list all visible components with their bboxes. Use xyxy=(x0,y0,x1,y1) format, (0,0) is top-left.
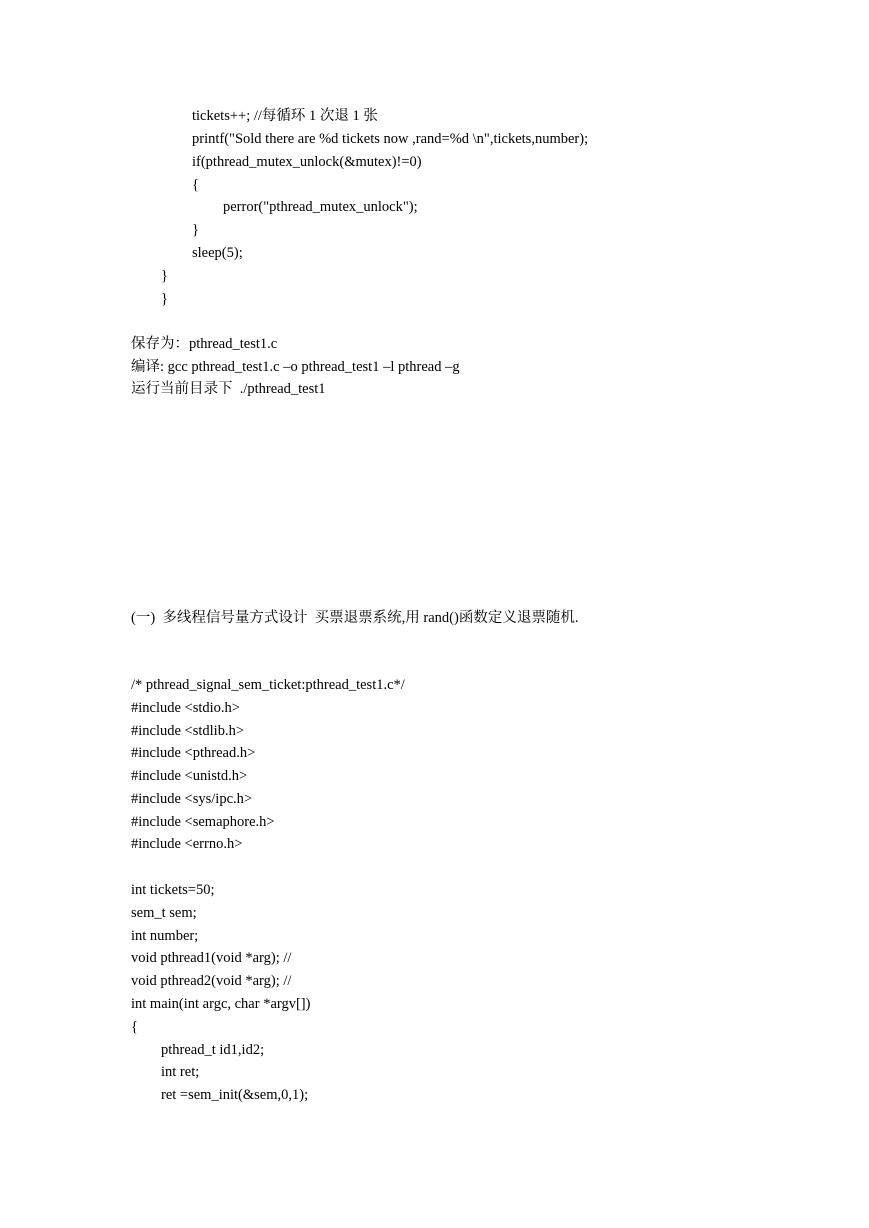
code-line: } xyxy=(192,222,199,238)
code-line: printf("Sold there are %d tickets now ,rand=%d \n",tickets,number); xyxy=(192,131,589,147)
code-line: sleep(5); xyxy=(192,245,243,261)
code-line: sem_t sem; xyxy=(131,905,197,921)
code-line: void pthread2(void *arg); // xyxy=(131,973,292,989)
code-line: int main(int argc, char *argv[]) xyxy=(131,996,311,1012)
code-line: #include <sys/ipc.h> xyxy=(131,791,253,807)
run-note: 运行当前目录下 ./pthread_test1 xyxy=(131,381,326,397)
save-as-note: 保存为：pthread_test1.c xyxy=(131,336,278,352)
code-line: ret =sem_init(&sem,0,1); xyxy=(161,1087,309,1103)
compile-note: 编译: gcc pthread_test1.c –o pthread_test1 –l pthread –g xyxy=(131,359,460,375)
code-line: } xyxy=(161,291,168,307)
code-line: void pthread1(void *arg); // xyxy=(131,950,292,966)
code-line: perror("pthread_mutex_unlock"); xyxy=(223,199,418,215)
code-line: #include <errno.h> xyxy=(131,836,243,852)
code-line: #include <semaphore.h> xyxy=(131,814,275,830)
code-line: #include <stdlib.h> xyxy=(131,723,245,739)
code-line: /* pthread_signal_sem_ticket:pthread_test1.c*/ xyxy=(131,677,405,693)
code-line: pthread_t id1,id2; xyxy=(161,1042,265,1058)
code-line: int ret; xyxy=(161,1064,200,1080)
code-line: #include <unistd.h> xyxy=(131,768,248,784)
code-line: { xyxy=(192,177,199,193)
code-line: #include <pthread.h> xyxy=(131,745,256,761)
code-line: #include <stdio.h> xyxy=(131,700,240,716)
code-line: int tickets=50; xyxy=(131,882,215,898)
code-line: } xyxy=(161,268,168,284)
code-line: { xyxy=(131,1019,138,1035)
code-line: if(pthread_mutex_unlock(&mutex)!=0) xyxy=(192,154,422,170)
section-heading: (一) 多线程信号量方式设计 买票退票系统,用 rand()函数定义退票随机. xyxy=(131,610,579,626)
code-line: tickets++; //每循环 1 次退 1 张 xyxy=(192,108,378,124)
code-line: int number; xyxy=(131,928,199,944)
